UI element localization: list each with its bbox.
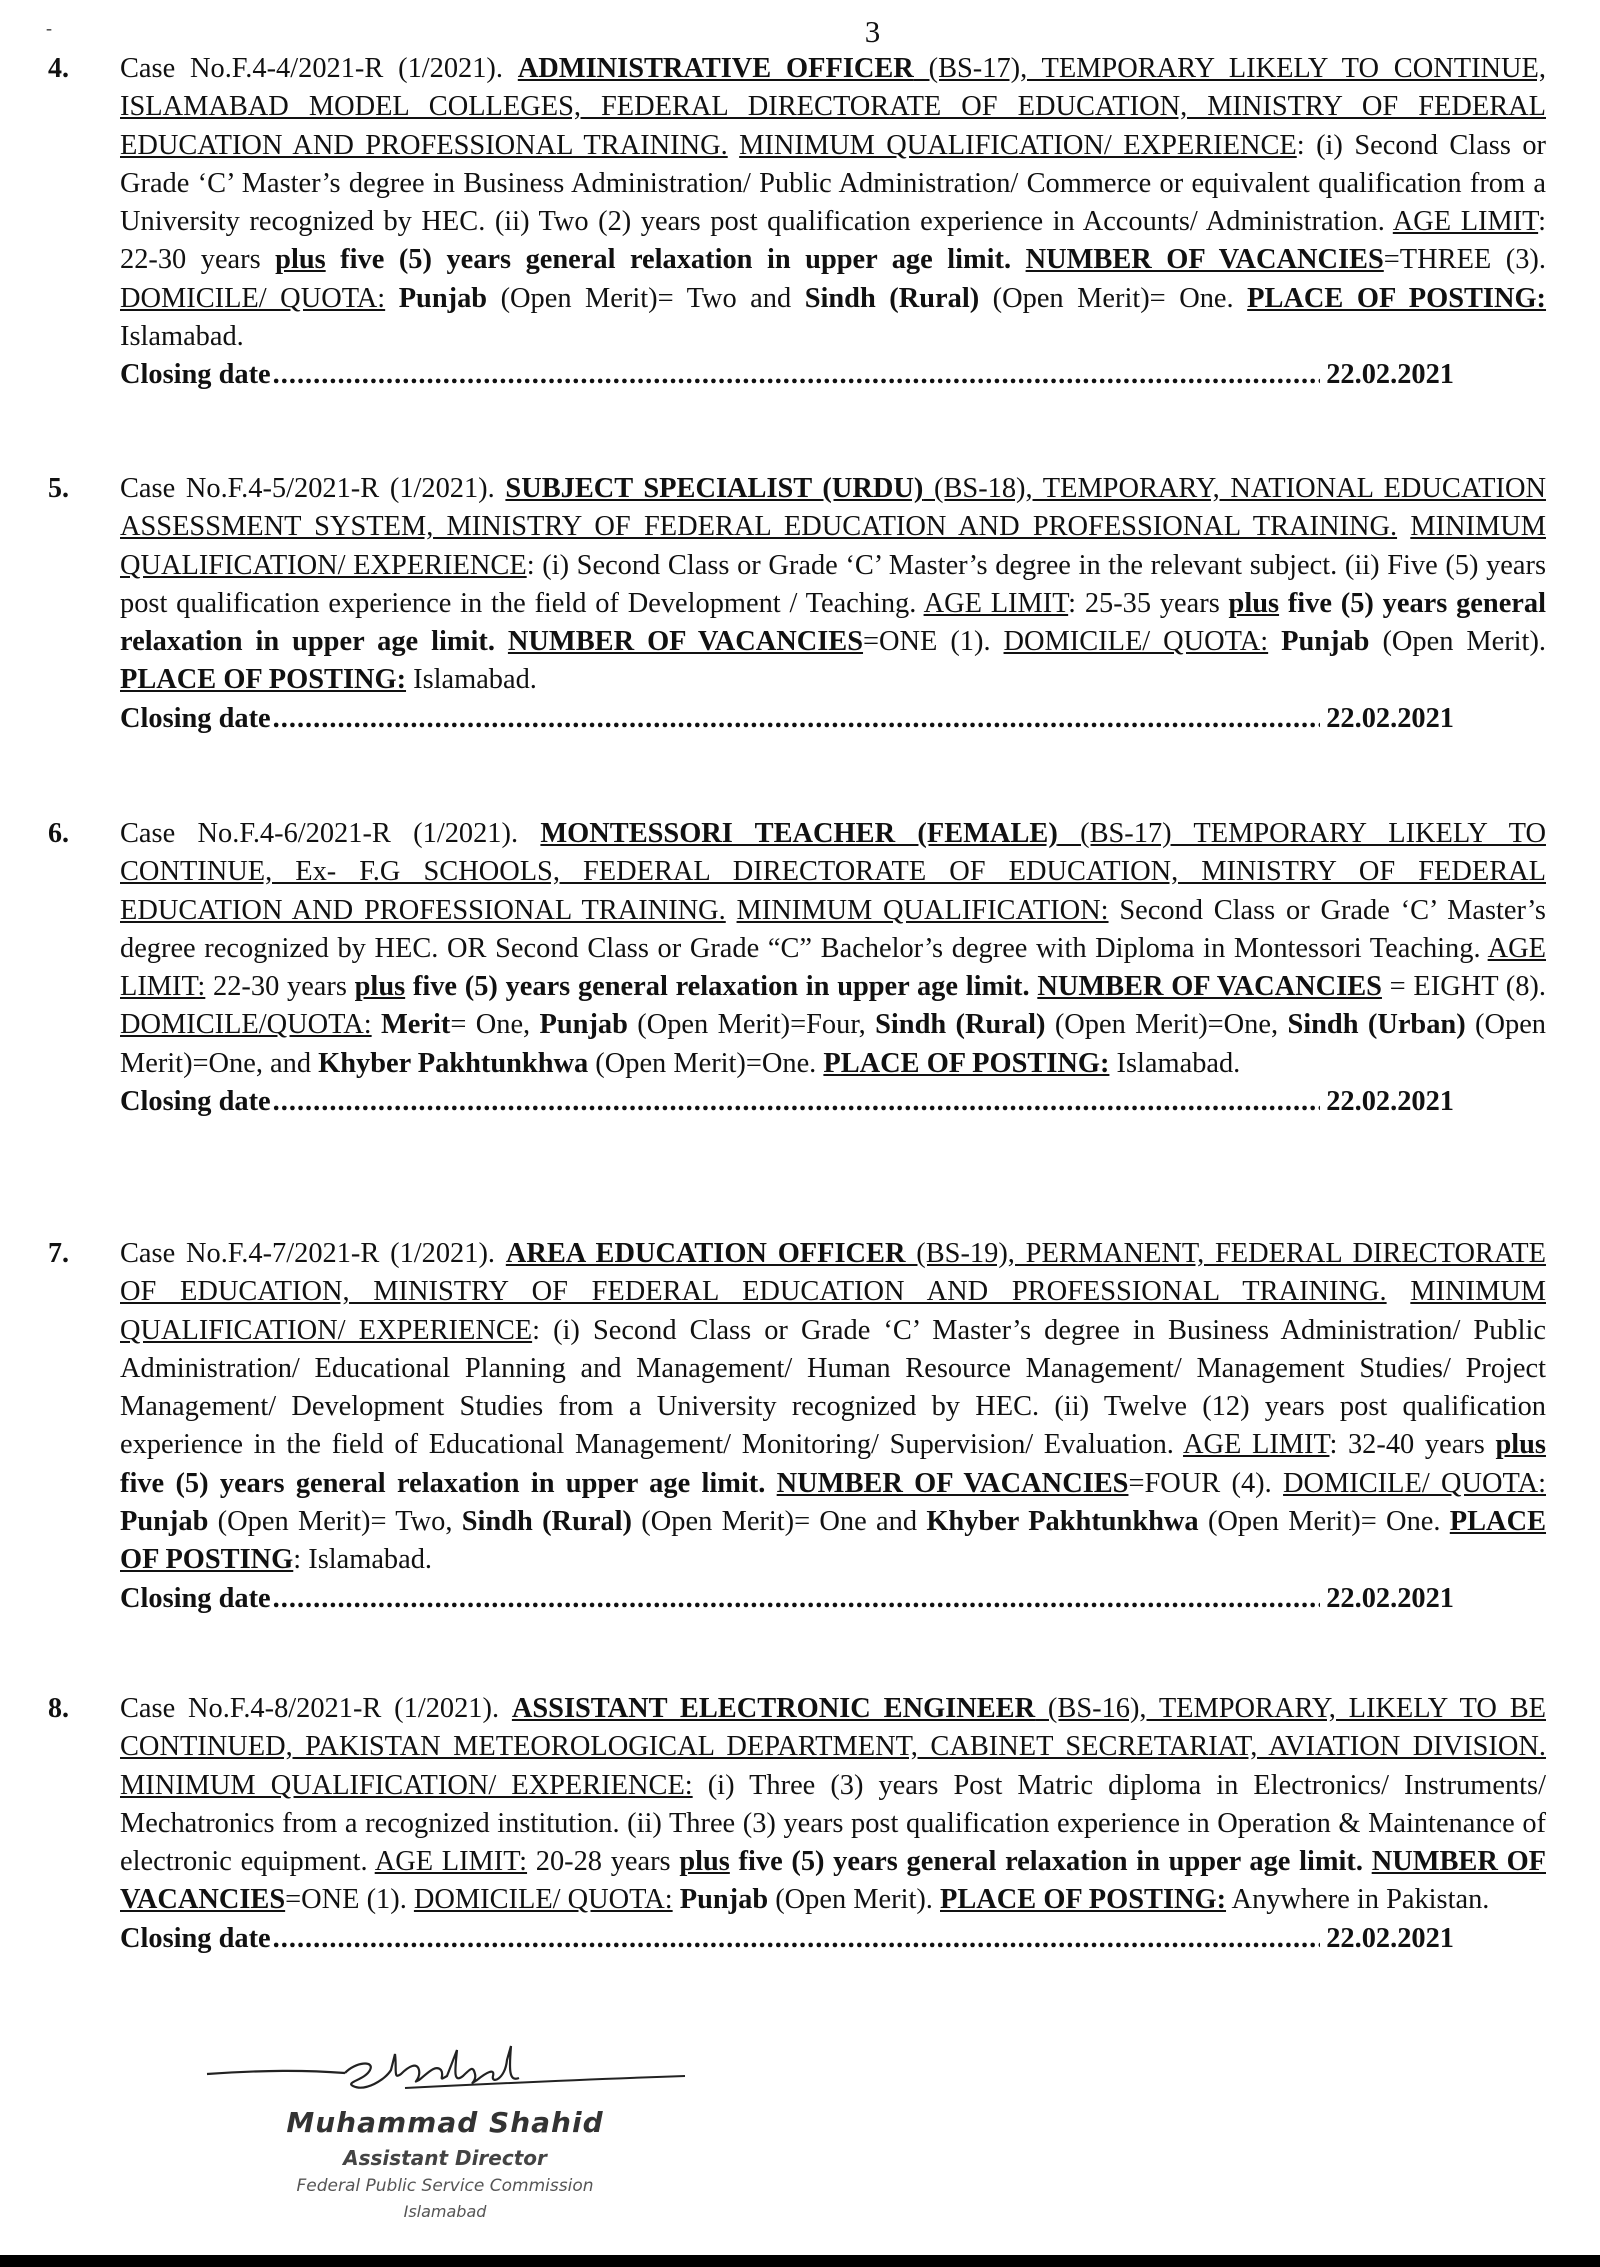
text-segment: Sindh (Urban): [1287, 1009, 1466, 1041]
text-segment: : (i) Second Class or Grade ‘C’ Master’s degree in Business Administration/ Public Administration/ Commerce or equivalent qualification from a University recognized by HEC. (ii) Two (2) years post qualification experience in Accounts/ Administration.: [120, 129, 1546, 238]
case-number: 4.: [48, 53, 69, 84]
page-number: 3: [864, 14, 881, 49]
case-description: [120, 50, 1546, 356]
text-segment: Punjab: [539, 1009, 628, 1041]
text-segment: Khyber Pakhtunkhwa: [318, 1047, 589, 1079]
text-segment: : Islamabad.: [293, 1544, 433, 1576]
text-segment: plus: [275, 244, 326, 276]
closing-date-label: Closing date: [120, 1582, 271, 1614]
text-segment: plus: [354, 971, 406, 1003]
text-segment: (Open Merit).: [1369, 626, 1546, 658]
dot-leader: [273, 700, 1321, 738]
text-segment: : (i) Second Class or Grade ‘C’ Master’s degree in the relevant subject. (ii) Five (5) years post qualification experience in the field of Development / Teaching.: [120, 549, 1547, 619]
text-segment: Punjab: [1281, 626, 1370, 658]
text-segment: [728, 130, 739, 161]
text-segment: (Open Merit)=One, and: [120, 1009, 1546, 1079]
text-segment: MINIMUM QUALIFICATION/ EXPERIENCE: [120, 511, 1546, 581]
text-segment: NUMBER OF VACANCIES: [776, 1467, 1129, 1499]
text-segment: AGE LIMIT: [1392, 206, 1539, 238]
closing-date-label: Closing date: [120, 702, 271, 734]
text-segment: DOMICILE/ QUOTA:: [120, 282, 386, 314]
text-segment: NUMBER OF VACANCIES: [1025, 244, 1384, 276]
text-segment: MINIMUM QUALIFICATION/ EXPERIENCE: [120, 1276, 1546, 1346]
text-segment: AGE LIMIT: [1183, 1429, 1330, 1461]
text-segment: PLACE OF POSTING:: [940, 1884, 1227, 1916]
text-segment: =THREE (3).: [1383, 244, 1546, 276]
text-segment: =ONE (1).: [863, 626, 1004, 658]
dot-leader: [273, 1920, 1321, 1958]
scan-edge-bar: [0, 2255, 1600, 2267]
closing-date-label: Closing date: [120, 359, 271, 391]
text-segment: Merit: [381, 1009, 451, 1041]
case-entry: [48, 50, 1547, 395]
case-entry: [48, 1690, 1546, 1958]
closing-date-line: [120, 356, 1454, 394]
signature-block: [205, 2040, 725, 2250]
closing-date-value: 22.02.2021: [1326, 1582, 1454, 1614]
text-segment: (Open Merit)= One.: [1198, 1506, 1450, 1538]
case-entry: [48, 470, 1547, 738]
case-number: 7.: [48, 1238, 69, 1269]
text-segment: Punjab: [120, 1506, 209, 1538]
text-segment: [1397, 511, 1410, 542]
text-segment: Second Class or Grade ‘C’ Master’s degree recognized by HEC. OR Second Class or Grade “C” Bachelor’s degree with Diploma in Montessori Teaching.: [120, 894, 1546, 964]
signatory-name: Muhammad Shahid: [286, 2106, 604, 2139]
text-segment: (Open Merit)= One and: [632, 1506, 927, 1538]
text-segment: (BS-16), TEMPORARY, LIKELY TO BE CONTINUED, PAKISTAN METEOROLOGICAL DEPARTMENT, CABINET SECRETARIAT, AVIATION DIVISION.: [120, 1693, 1546, 1763]
text-segment: PLACE OF POSTING:: [823, 1047, 1110, 1079]
text-segment: plus: [1228, 587, 1280, 619]
case-description: [120, 470, 1546, 700]
text-segment: [673, 1884, 680, 1915]
closing-date-value: 22.02.2021: [1326, 1922, 1454, 1954]
dot-leader: [273, 356, 1321, 394]
text-segment: Case No.F.4-5/2021-R (1/2021).: [120, 473, 506, 504]
text-segment: Sindh (Rural): [875, 1009, 1046, 1041]
closing-date-value: 22.02.2021: [1326, 1086, 1454, 1118]
text-segment: PLACE OF POSTING:: [1247, 282, 1547, 314]
text-segment: (BS-19), PERMANENT, FEDERAL DIRECTORATE OF EDUCATION, MINISTRY OF FEDERAL EDUCATION AND PROFESSIONAL TRAINING.: [120, 1238, 1546, 1308]
text-segment: : 22-30 years: [120, 206, 1547, 276]
text-segment: NUMBER OF VACANCIES: [507, 626, 864, 658]
text-segment: AGE LIMIT: [923, 587, 1069, 619]
text-segment: Case No.F.4-6/2021-R (1/2021).: [120, 818, 541, 849]
text-segment: =ONE (1).: [285, 1884, 414, 1916]
signatory-city: Islamabad: [403, 2202, 487, 2221]
closing-date-value: 22.02.2021: [1326, 359, 1454, 391]
closing-date-value: 22.02.2021: [1326, 702, 1454, 734]
closing-date-line: [120, 1083, 1454, 1121]
case-description: [120, 815, 1546, 1083]
text-segment: Punjab: [398, 282, 488, 314]
text-segment: (Open Merit)= Two and: [487, 282, 805, 314]
text-segment: Case No.F.4-8/2021-R (1/2021).: [120, 1693, 512, 1724]
text-segment: plus: [1495, 1429, 1546, 1461]
text-segment: NUMBER OF VACANCIES: [120, 1846, 1546, 1916]
text-segment: (Open Merit)=Four,: [627, 1009, 876, 1041]
signatory-title: Assistant Director: [343, 2146, 547, 2170]
closing-date-line: [120, 1920, 1454, 1958]
text-segment: PLACE OF POSTING:: [120, 664, 407, 696]
case-number: 5.: [48, 473, 69, 504]
case-number: 8.: [48, 1693, 69, 1724]
case-entry: [48, 815, 1546, 1121]
case-number: 6.: [48, 818, 69, 849]
text-segment: five (5) years general relaxation in upper age limit.: [325, 244, 1026, 276]
text-segment: five (5) years general relaxation in upper age limit.: [120, 587, 1546, 658]
corner-mark: -: [46, 18, 52, 38]
dot-leader: [273, 1083, 1321, 1121]
text-segment: AGE LIMIT:: [120, 932, 1546, 1003]
case-description: [120, 1690, 1546, 1920]
text-segment: five (5) years general relaxation in upper age limit.: [405, 971, 1038, 1003]
text-segment: Case No.F.4-4/2021-R (1/2021).: [120, 53, 518, 84]
dot-leader: [273, 1580, 1321, 1618]
text-segment: DOMICILE/ QUOTA:: [413, 1884, 673, 1916]
text-segment: Islamabad.: [120, 321, 244, 353]
text-segment: [726, 895, 737, 926]
text-segment: = One,: [450, 1009, 540, 1041]
text-segment: [1268, 626, 1281, 657]
case-entry: [48, 1235, 1547, 1618]
closing-date-label: Closing date: [120, 1922, 271, 1954]
text-segment: MINIMUM QUALIFICATION/ EXPERIENCE:: [120, 1769, 693, 1801]
text-segment: five (5) years general relaxation in upper age limit.: [729, 1846, 1372, 1878]
text-segment: 22-30 years: [205, 971, 355, 1003]
text-segment: five (5) years general relaxation in upper age limit.: [120, 1467, 777, 1499]
text-segment: MINIMUM QUALIFICATION:: [736, 894, 1109, 926]
text-segment: Khyber Pakhtunkhwa: [926, 1506, 1199, 1538]
text-segment: Case No.F.4-7/2021-R (1/2021).: [120, 1238, 506, 1269]
text-segment: AREA EDUCATION OFFICER: [505, 1238, 906, 1269]
text-segment: (BS-17) TEMPORARY LIKELY TO CONTINUE, Ex- F.G SCHOOLS, FEDERAL DIRECTORATE OF EDUCATION, MINISTRY OF FEDERAL EDUCATION AND PROFESSIONAL TRAINING.: [120, 818, 1546, 926]
text-segment: : 25-35 years: [1068, 587, 1229, 619]
text-segment: : (i) Second Class or Grade ‘C’ Master’s degree in Business Administration/ Public Administration/ Educational Planning and Management/ Human Resource Management/ Management Studies/ Project Management/ Development Studies from a University recognized by HEC. (ii) Twelve (12) years post qualification experience in the field of Educational Management/ Monitoring/ Supervision/ Evaluation.: [120, 1314, 1546, 1461]
text-segment: Anywhere in Pakistan.: [1226, 1884, 1490, 1916]
text-segment: (i) Three (3) years Post Matric diploma in Electronics/ Instruments/ Mechatronics from a recognized institution. (ii) Three (3) years post qualification experience in Operation & Maintenance of electronic equipment.: [120, 1769, 1546, 1878]
text-segment: (Open Merit)= Two,: [208, 1506, 462, 1538]
text-segment: DOMICILE/ QUOTA:: [1003, 626, 1269, 658]
text-segment: plus: [679, 1846, 730, 1878]
text-segment: (Open Merit).: [768, 1884, 940, 1916]
text-segment: DOMICILE/QUOTA:: [120, 1009, 372, 1041]
handwritten-signature: [205, 2040, 725, 2110]
text-segment: [385, 283, 399, 314]
text-segment: (BS-18), TEMPORARY, NATIONAL EDUCATION ASSESSMENT SYSTEM, MINISTRY OF FEDERAL EDUCATION AND PROFESSIONAL TRAINING.: [120, 473, 1546, 543]
text-segment: SUBJECT SPECIALIST (URDU): [505, 473, 924, 504]
signatory-organization: Federal Public Service Commission: [296, 2176, 594, 2196]
closing-date-line: [120, 700, 1454, 738]
text-segment: 20-28 years: [527, 1846, 680, 1878]
text-segment: Punjab: [679, 1884, 769, 1916]
text-segment: NUMBER OF VACANCIES: [1037, 971, 1382, 1003]
text-segment: AGE LIMIT:: [374, 1846, 528, 1878]
text-segment: (BS-17), TEMPORARY LIKELY TO CONTINUE, ISLAMABAD MODEL COLLEGES, FEDERAL DIRECTORATE OF EDUCATION, MINISTRY OF FEDERAL EDUCATION AND PROFESSIONAL TRAINING.: [120, 53, 1546, 161]
text-segment: Sindh (Rural): [804, 282, 980, 314]
text-segment: Islamabad.: [1109, 1047, 1241, 1079]
text-segment: DOMICILE/ QUOTA:: [1283, 1467, 1546, 1499]
text-segment: (Open Merit)= One.: [979, 282, 1248, 314]
text-segment: PLACE OF POSTING: [120, 1506, 1547, 1576]
closing-date-label: Closing date: [120, 1086, 271, 1118]
text-segment: Sindh (Rural): [461, 1506, 632, 1538]
text-segment: [1387, 1276, 1411, 1307]
text-segment: (Open Merit)=One.: [588, 1047, 824, 1079]
text-segment: MONTESSORI TEACHER (FEMALE): [540, 818, 1058, 849]
text-segment: ASSISTANT ELECTRONIC ENGINEER: [511, 1693, 1036, 1724]
text-segment: [372, 1009, 381, 1040]
text-segment: (Open Merit)=One,: [1045, 1009, 1288, 1041]
text-segment: : 32-40 years: [1329, 1429, 1496, 1461]
case-description: [120, 1235, 1546, 1580]
text-segment: Islamabad.: [406, 664, 537, 696]
closing-date-line: [120, 1580, 1454, 1618]
text-segment: = EIGHT (8).: [1381, 971, 1546, 1003]
text-segment: ADMINISTRATIVE OFFICER: [517, 53, 914, 84]
text-segment: MINIMUM QUALIFICATION/ EXPERIENCE: [739, 129, 1297, 161]
text-segment: =FOUR (4).: [1128, 1467, 1284, 1499]
